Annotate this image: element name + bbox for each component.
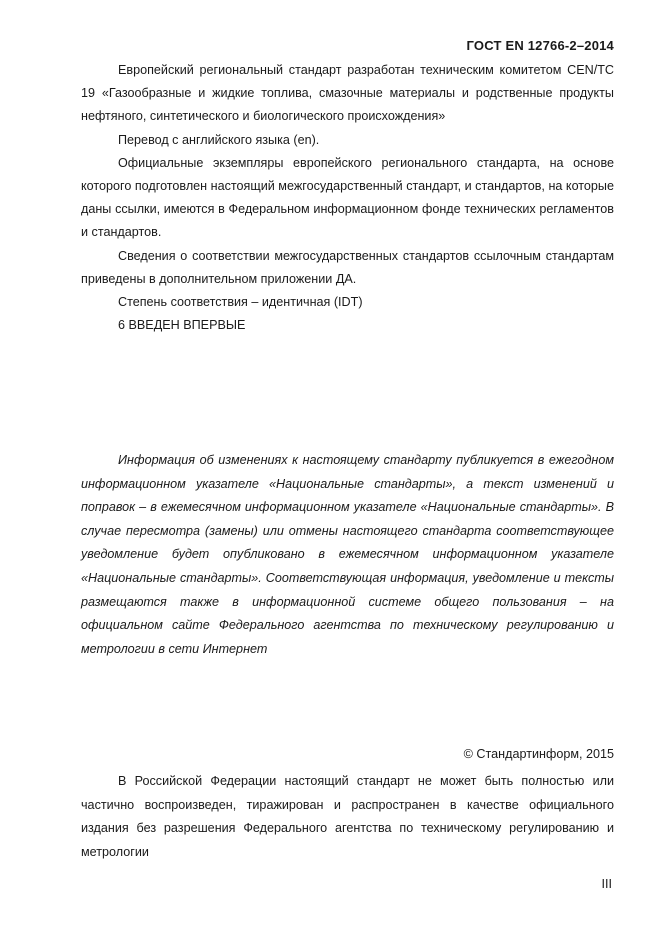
preface-paragraph-introduced: 6 ВВЕДЕН ВПЕРВЫЕ [118, 318, 246, 333]
amendments-info-notice [81, 449, 614, 661]
amendments-info-text: Информация об изменениях к настоящему стандарту публикуется в ежегодном информационном указателе «Национальные стандарты», а текст изменений и поправок – в ежемесячном информационном указателе «Национальные стандарты». В случае пересмотра (замены) или отмены настоящего стандарта соответствующее уведомление будет опубликовано в ежемесячном информационном указателе «Национальные стандарты». Соответствующая информация, уведомление и тексты размещаются также в информационной системе общего пользования – на официальном сайте Федерального агентства по техническому регулированию и метрологии в сети Интернет [81, 453, 614, 656]
page-number: III [601, 877, 612, 891]
preface-paragraph-conformity-info: Сведения о соответствии межгосударственных стандартов ссылочным стандартам приведены в дополнительном приложении ДА. [81, 248, 614, 286]
document-code-header: ГОСТ EN 12766-2–2014 [466, 38, 614, 53]
preface-paragraph-translation: Перевод с английского языка (en). [118, 132, 320, 147]
reproduction-rights-notice [81, 770, 614, 864]
preface-paragraph-degree-of-conformity: Степень соответствия – идентичная (IDT) [118, 295, 363, 310]
preface-section [81, 59, 614, 337]
preface-paragraph-official-copies: Официальные экземпляры европейского регионального стандарта, на основе которого подготовлен настоящий межгосударственный стандарт, и стандартов, на которые даны ссылки, имеются в Федеральном информационном фонде технических регламентов и стандартов. [81, 155, 614, 240]
reproduction-rights-text: В Российской Федерации настоящий стандарт не может быть полностью или частично воспроизведен, тиражирован и распространен в качестве официального издания без разрешения Федерального агентства по техническому регулированию и метрологии [81, 774, 614, 859]
preface-paragraph-committee: Европейский региональный стандарт разработан техническим комитетом CEN/TC 19 «Газообразные и жидкие топлива, смазочные материалы и родственные продукты нефтяного, синтетического и биологического происхождения» [81, 63, 614, 124]
copyright-line: © Стандартинформ, 2015 [463, 747, 614, 761]
